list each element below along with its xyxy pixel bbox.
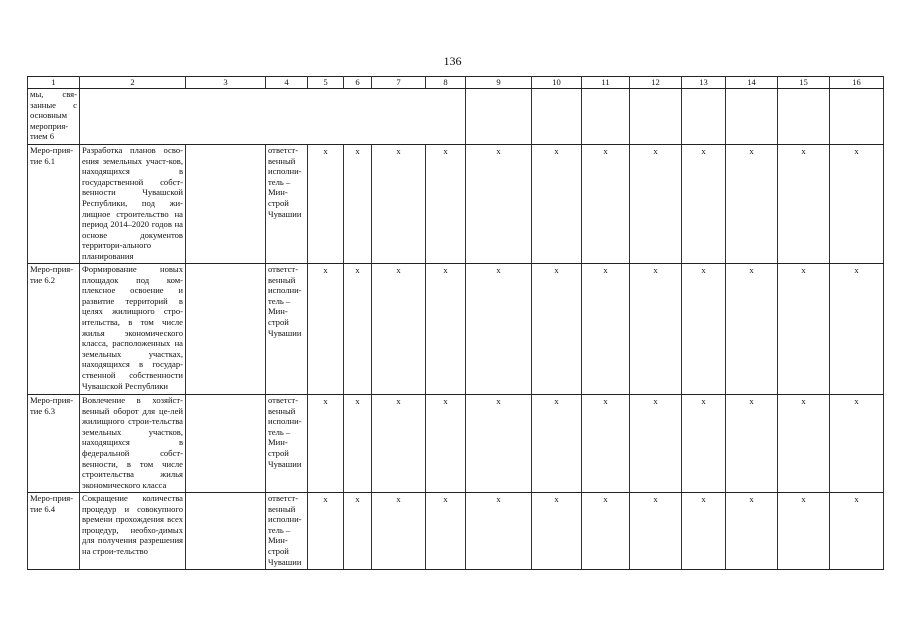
mark-cell: х (308, 493, 344, 570)
mark-cell: х (682, 264, 726, 395)
page-number: 136 (443, 54, 462, 68)
mark-cell: х (830, 264, 884, 395)
mark-cell: х (778, 145, 830, 264)
mark-cell: х (582, 264, 630, 395)
mark-cell: х (372, 395, 426, 493)
mark-cell: х (726, 395, 778, 493)
mark-cell: х (308, 264, 344, 395)
mark-cell: х (582, 493, 630, 570)
mark-cell: х (344, 145, 372, 264)
executor-cell: ответст-венный исполни-тель – Мин-строй Чувашии (266, 395, 308, 493)
program-table (27, 76, 884, 570)
mark-cell: х (344, 395, 372, 493)
header-cell: 10 (532, 77, 582, 89)
table-cell (630, 89, 682, 145)
measure-name: Сокращение количества процедур и совокупного времени прохождения всех процедур, необхо-димых для получения разрешения на строи-тельство (80, 493, 186, 570)
header-cell: 1 (28, 77, 80, 89)
mark-cell: х (532, 264, 582, 395)
mark-cell: х (426, 493, 466, 570)
mark-cell: х (830, 395, 884, 493)
mark-cell: х (344, 264, 372, 395)
table-cell (344, 89, 372, 145)
header-cell: 7 (372, 77, 426, 89)
mark-cell: х (372, 145, 426, 264)
mark-cell: х (308, 145, 344, 264)
mark-cell: х (372, 493, 426, 570)
mark-cell: х (682, 493, 726, 570)
header-cell: 12 (630, 77, 682, 89)
mark-cell: х (778, 493, 830, 570)
mark-cell: х (726, 493, 778, 570)
measure-id: Меро-прия-тие 6.1 (28, 145, 80, 264)
mark-cell: х (830, 493, 884, 570)
mark-cell: х (426, 145, 466, 264)
mark-cell: х (630, 395, 682, 493)
mark-cell: х (726, 264, 778, 395)
executor-cell: ответст-венный исполни-тель – Мин-строй Чувашии (266, 145, 308, 264)
header-cell: 5 (308, 77, 344, 89)
mark-cell: х (630, 145, 682, 264)
table-cell (186, 89, 266, 145)
measure-name: Вовлечение в хозяйст-венный оборот для це-лей жилищного строи-тельства земельных участков, находящихся в федеральной собст-венности, в том числе строительства жилья экономического класса (80, 395, 186, 493)
table-cell (466, 89, 532, 145)
table-cell (186, 264, 266, 395)
mark-cell: х (426, 395, 466, 493)
mark-cell: х (532, 395, 582, 493)
header-cell: 6 (344, 77, 372, 89)
table-cell (582, 89, 630, 145)
mark-cell: х (532, 145, 582, 264)
header-row (28, 77, 884, 89)
executor-cell: ответст-венный исполни-тель – Мин-строй Чувашии (266, 264, 308, 395)
header-cell: 13 (682, 77, 726, 89)
table-cell (186, 145, 266, 264)
mark-cell: х (778, 395, 830, 493)
table-cell (186, 493, 266, 570)
header-cell: 2 (80, 77, 186, 89)
mark-cell: х (466, 493, 532, 570)
header-cell: 14 (726, 77, 778, 89)
mark-cell: х (682, 395, 726, 493)
table-cell (308, 89, 344, 145)
table-cell (266, 89, 308, 145)
mark-cell: х (466, 145, 532, 264)
mark-cell: х (372, 264, 426, 395)
table-row (28, 264, 884, 395)
table-row (28, 145, 884, 264)
measure-id: Меро-прия-тие 6.2 (28, 264, 80, 395)
header-cell: 4 (266, 77, 308, 89)
header-cell: 9 (466, 77, 532, 89)
table-cell (186, 395, 266, 493)
mark-cell: х (830, 145, 884, 264)
header-cell: 8 (426, 77, 466, 89)
mark-cell: х (726, 145, 778, 264)
header-cell: 15 (778, 77, 830, 89)
continuation-row (28, 89, 884, 145)
table-cell (830, 89, 884, 145)
mark-cell: х (532, 493, 582, 570)
executor-cell: ответст-венный исполни-тель – Мин-строй Чувашии (266, 493, 308, 570)
table-cell (372, 89, 426, 145)
mark-cell: х (630, 264, 682, 395)
table-cell (778, 89, 830, 145)
measure-name: Формирование новых площадок под ком-плексное освоение и развитие территорий в целях жилищного стро-ительства, в том числе жилья экономического класса, расположенных на земельных участках, находящихся в государ-ственной собственности Чувашской Республики (80, 264, 186, 395)
header-cell: 16 (830, 77, 884, 89)
mark-cell: х (582, 395, 630, 493)
measure-name: Разработка планов осво-ения земельных участ-ков, находящихся в государственной собст-венности Чувашской Республики, под жи-лищное строительство на период 2014–2020 годов на основе документов территори-ального планирования (80, 145, 186, 264)
table-cell (532, 89, 582, 145)
table-cell (726, 89, 778, 145)
mark-cell: х (308, 395, 344, 493)
table-cell (682, 89, 726, 145)
header-cell: 3 (186, 77, 266, 89)
mark-cell: х (344, 493, 372, 570)
table-row (28, 395, 884, 493)
table-cell (80, 89, 186, 145)
mark-cell: х (582, 145, 630, 264)
mark-cell: х (630, 493, 682, 570)
header-cell: 11 (582, 77, 630, 89)
measure-id: Меро-прия-тие 6.4 (28, 493, 80, 570)
table-cell (426, 89, 466, 145)
measure-id: Меро-прия-тие 6.3 (28, 395, 80, 493)
continuation-text: мы, свя-занные с основным мероприя-тием 6 (28, 89, 80, 145)
mark-cell: х (466, 264, 532, 395)
mark-cell: х (466, 395, 532, 493)
mark-cell: х (426, 264, 466, 395)
mark-cell: х (778, 264, 830, 395)
mark-cell: х (682, 145, 726, 264)
table-row (28, 493, 884, 570)
